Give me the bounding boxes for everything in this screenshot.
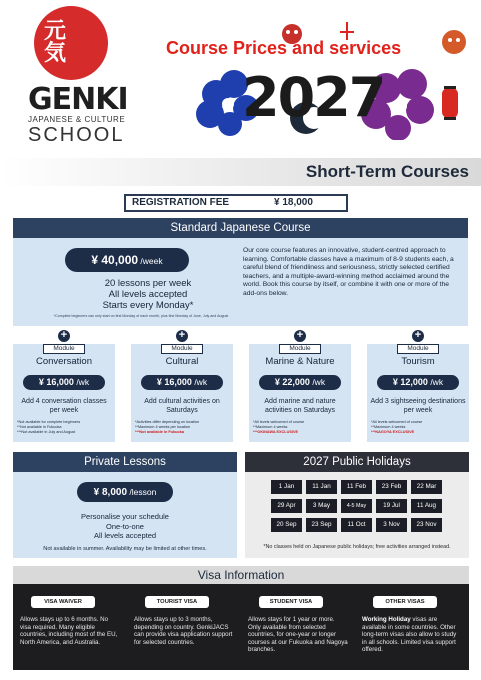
- module-name: Marine & Nature: [265, 356, 335, 367]
- section-band: [0, 158, 481, 186]
- private-lessons-price-unit: /lesson: [127, 487, 157, 497]
- registration-label: REGISTRATION FEE: [132, 197, 230, 208]
- holidays-panel: [245, 472, 469, 558]
- module-description: Add marine and nature activities on Saturdays: [264, 398, 336, 414]
- module-note: *All levels welcomed of course: [253, 420, 305, 424]
- module-price-value: ¥ 16,000: [156, 377, 192, 387]
- private-lessons-line: One-to-one: [106, 521, 144, 531]
- visa-header: Visa Information: [13, 566, 469, 584]
- holiday-date: 1 Jan: [271, 480, 302, 494]
- visa-tag: STUDENT VISA: [259, 596, 323, 608]
- module-note-highlight: ***NAGOYA EXCLUSIVE: [371, 430, 415, 434]
- standard-course-price-unit: /week: [138, 256, 163, 266]
- visa-tag: OTHER VISAS: [373, 596, 437, 608]
- plus-icon: +: [412, 330, 424, 342]
- holiday-date: 4-5 May: [341, 499, 372, 513]
- module-name: Cultural: [165, 356, 199, 367]
- module-name: Tourism: [401, 356, 435, 367]
- plus-icon: +: [176, 330, 188, 342]
- module-note: *Activities differ depending on location: [135, 420, 200, 424]
- module-card-marine-nature: [249, 329, 351, 442]
- module-price-value: ¥ 22,000: [274, 377, 310, 387]
- module-description: Add 3 sightseeing destinations per week: [370, 398, 466, 414]
- holiday-date: 19 Jul: [376, 499, 407, 513]
- page-year: 2027: [242, 66, 385, 129]
- logo-tagline: JAPANESE & CULTURE: [28, 115, 126, 124]
- holiday-date: 3 May: [306, 499, 337, 513]
- standard-course-details: [83, 278, 213, 311]
- module-card-cultural: [131, 329, 233, 442]
- module-note: *Not available for complete beginners: [17, 420, 81, 424]
- private-lessons-line: Personalise your schedule: [81, 512, 169, 521]
- holiday-date: 11 Jan: [306, 480, 337, 494]
- module-price-unit: /wk: [191, 377, 208, 387]
- module-notes: [17, 420, 111, 435]
- standard-course-line: All levels accepted: [108, 289, 188, 300]
- shisa-icon: [442, 30, 466, 54]
- private-lessons-details: [13, 512, 237, 541]
- module-card-tourism: [367, 329, 469, 442]
- module-price-unit: /wk: [427, 377, 444, 387]
- logo-brand: GENKI: [28, 82, 128, 117]
- holiday-date: 23 Sep: [306, 518, 337, 532]
- holiday-date: 22 Mar: [411, 480, 442, 494]
- registration-fee-box: [124, 194, 348, 212]
- module-notes: [253, 420, 347, 435]
- holidays-header: 2027 Public Holidays: [245, 452, 469, 472]
- private-lessons-line: All levels accepted: [93, 531, 157, 540]
- standard-course-price-value: ¥ 40,000: [91, 253, 139, 267]
- standard-course-line: Starts every Monday*: [102, 300, 194, 311]
- holiday-grid: [271, 480, 443, 532]
- registration-price: ¥ 18,000: [274, 197, 313, 208]
- logo-kanji: 元気: [44, 18, 67, 66]
- private-lessons-price: [77, 482, 173, 502]
- private-lessons-panel: [13, 472, 237, 558]
- visa-text: visas are available in some countries. Other long-term visas also allow to study in all schools. Limited visa support offered.: [362, 616, 457, 654]
- holiday-date: 11 Feb: [341, 480, 372, 494]
- standard-course-description: Our core course features an innovative, student-centred approach to learning. Comfortable classes have a maximum of 8-9 students each, a careful blend of friendliness and seriousness, strictly selected certified teachers, and a multiple-award-winning method acclaimed around the world. Book this course by itself, or combine it with one or more of the add-ons below.: [243, 247, 454, 297]
- holiday-date: 20 Sep: [271, 518, 302, 532]
- module-note: ***Not available in July and August: [17, 430, 76, 434]
- visa-text-block: [362, 616, 462, 654]
- visa-waiver: [13, 584, 127, 670]
- visa-text: Allows stays up to 6 months. No visa required. Many eligible countries, including most of the EU, North America, and Australia.: [20, 616, 118, 646]
- module-notes: [135, 420, 229, 435]
- standard-course-panel: [13, 238, 468, 326]
- module-price-value: ¥ 16,000: [38, 377, 74, 387]
- private-lessons-price-value: ¥ 8,000: [93, 487, 128, 498]
- standard-course-footnote: *Complete beginners can only start on first Monday of each month, plus first Monday of June, July and August: [53, 314, 229, 318]
- module-note: **Maximum 4 weeks per location: [135, 425, 191, 429]
- student-visa: [241, 584, 355, 670]
- plus-icon: +: [58, 330, 70, 342]
- page-title: Course Prices and services: [166, 38, 402, 58]
- standard-course-line: 20 lessons per week: [104, 278, 192, 289]
- holiday-date: 29 Apr: [271, 499, 302, 513]
- module-price: [259, 375, 341, 390]
- other-visas: [355, 584, 469, 670]
- module-note: **Not available in Fukuoka: [17, 425, 62, 429]
- standard-course-header: Standard Japanese Course: [13, 218, 468, 238]
- visa-text-bold: Working Holiday: [362, 616, 411, 623]
- logo-school: SCHOOL: [28, 124, 125, 146]
- visa-panel: [13, 584, 469, 670]
- module-description: Add 4 conversation classes per week: [21, 398, 107, 414]
- module-name: Conversation: [36, 356, 92, 367]
- holidays-note: *No classes held on Japanese public holidays; free activities arranged instead.: [263, 544, 451, 550]
- tourist-visa: [127, 584, 241, 670]
- module-note: **Maximum 4 weeks: [371, 425, 406, 429]
- module-tag: Module: [161, 344, 203, 354]
- holiday-date: 3 Nov: [376, 518, 407, 532]
- module-price: [23, 375, 105, 390]
- module-price-value: ¥ 12,000: [392, 377, 428, 387]
- module-tag: Module: [43, 344, 85, 354]
- holiday-date: 11 Oct: [341, 518, 372, 532]
- module-description: Add cultural activities on Saturdays: [144, 398, 220, 414]
- module-card-conversation: [13, 329, 115, 442]
- lantern-icon: [442, 86, 458, 120]
- module-price: [377, 375, 459, 390]
- holiday-date: 23 Feb: [376, 480, 407, 494]
- visa-text: Allows stays for 1 year or more. Only available from selected countries, for one-year or longer courses at our Fukuoka and Nagoya branches.: [248, 616, 348, 654]
- section-title: Short-Term Courses: [305, 162, 469, 181]
- holiday-date: 11 Aug: [411, 499, 442, 513]
- visa-text: Allows stays up to 3 months, depending on country. GenkiJACS can provide visa application support for selected countries.: [134, 616, 233, 646]
- module-tag: Module: [397, 344, 439, 354]
- module-tag: Module: [279, 344, 321, 354]
- plus-icon: +: [294, 330, 306, 342]
- module-price-unit: /wk: [309, 377, 326, 387]
- module-note: *All levels welcomed of course: [371, 420, 423, 424]
- school-logo: [28, 6, 138, 147]
- module-note-highlight: ***OKINAWA EXCLUSIVE: [253, 430, 299, 434]
- module-price-unit: /wk: [73, 377, 90, 387]
- private-lessons-header: Private Lessons: [13, 452, 237, 472]
- visa-tag: VISA WAIVER: [31, 596, 95, 608]
- visa-tag: TOURIST VISA: [145, 596, 209, 608]
- holiday-date: 23 Nov: [411, 518, 442, 532]
- module-notes: [371, 420, 465, 435]
- logo-circle: [34, 6, 108, 80]
- private-lessons-note: Not available in summer. Availability may be limited at other times.: [43, 546, 207, 552]
- module-price: [141, 375, 223, 390]
- module-note: **Maximum 4 weeks: [253, 425, 288, 429]
- hero-banner: [164, 22, 474, 140]
- module-note-highlight: ***Not available in Fukuoka: [135, 430, 184, 434]
- standard-course-price: [65, 248, 189, 272]
